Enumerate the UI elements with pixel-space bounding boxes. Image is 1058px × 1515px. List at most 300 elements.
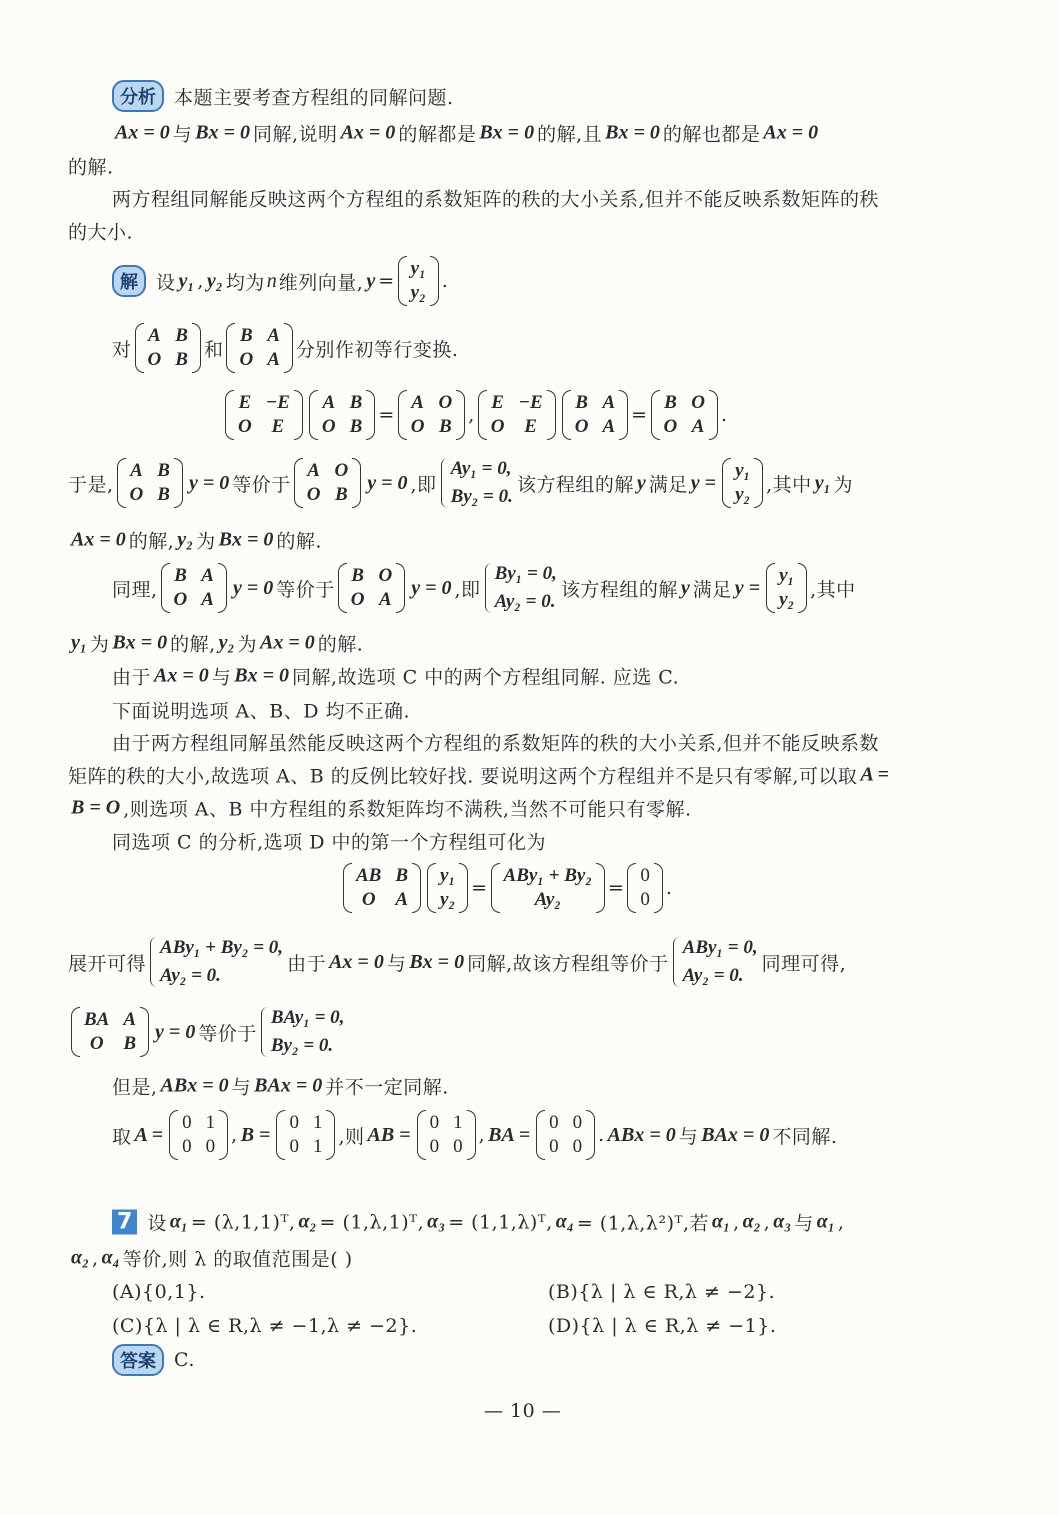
matrix — [766, 563, 807, 613]
matrix-cell: 0 — [453, 1136, 463, 1157]
matrix-body — [407, 256, 430, 306]
matrix-cell: A — [379, 589, 392, 610]
text-span: , — [197, 270, 204, 292]
text-span: . — [721, 404, 728, 426]
matrix-cell: O — [361, 889, 376, 910]
matrix-cell: B — [335, 484, 348, 505]
text-span: . — [441, 270, 449, 292]
text-span: 同解,说明 — [253, 123, 338, 146]
right-paren — [396, 563, 405, 613]
system-equation: Ay₂ = 0. — [494, 591, 556, 612]
text-span: 与 — [231, 1076, 252, 1099]
matrix-cell: Ay₂ — [534, 889, 561, 910]
math-expression: Bx = 0 — [409, 950, 465, 973]
math-expression: α₂ — [71, 1246, 90, 1269]
math-expression: y₁ — [814, 471, 831, 494]
math-expression: α₃ — [427, 1210, 446, 1233]
text-line-l13 — [112, 663, 679, 690]
math-expression: Ax = 0 — [260, 631, 315, 654]
left-paren — [117, 458, 126, 508]
text-span: 于是, — [68, 473, 114, 496]
system-equation: ABy₁ = 0, — [682, 937, 758, 958]
math-expression: y — [636, 471, 646, 494]
text-line-l25 — [68, 1245, 353, 1272]
text-line-l18 — [112, 828, 546, 855]
matrix-body — [285, 1110, 326, 1160]
text-span: ,即 — [410, 473, 437, 496]
matrix-cell: O — [334, 460, 349, 481]
matrix-cell: A — [201, 589, 214, 610]
math-expression: α₁ — [712, 1210, 731, 1233]
text-span: 矩阵的秩的大小,故选项 A、B 的反例比较好找. 要说明这两个方程组并不是只有零解,可以取 — [68, 765, 858, 788]
text-span: 下面说明选项 A、B、D 均不正确. — [112, 700, 411, 723]
text-line-optC — [112, 1315, 417, 1337]
matrix-cell: O — [173, 589, 188, 610]
left-paren — [478, 390, 487, 440]
matrix-cell: 0 — [182, 1112, 192, 1133]
matrix-cell: O — [438, 392, 453, 413]
math-expression: BAx = 0 — [701, 1123, 770, 1146]
matrix — [338, 563, 405, 613]
math-expression: B = O — [71, 796, 121, 819]
text-span: 由于两方程组同解虽然能反映这两个方程组的系数矩阵的秩的大小关系,但并不能反映系数 — [112, 732, 880, 755]
matrix-cell: O — [350, 589, 365, 610]
math-expression: α₁ — [169, 1210, 188, 1233]
text-line-l23 — [112, 1110, 837, 1160]
text-span: (C){λ | λ ∈ R,λ ≠ −1,λ ≠ −2}. — [112, 1315, 418, 1337]
matrix — [225, 390, 303, 440]
text-span: = (1,λ,λ²)ᵀ,若 — [576, 1212, 710, 1235]
matrix-cell: A — [267, 325, 280, 346]
text-span: 同解,故该方程组等价于 — [467, 952, 669, 975]
math-expression: y = 0 — [411, 576, 452, 599]
left-paren — [226, 323, 235, 373]
left-paren — [536, 1110, 545, 1160]
matrix-cell: O — [490, 416, 505, 437]
math-expression: ABx = 0 — [607, 1123, 676, 1146]
matrix — [478, 390, 556, 440]
matrix — [398, 390, 465, 440]
text-span: 等价,则 λ 的取值范围是( ) — [122, 1248, 353, 1271]
math-expression: y — [680, 576, 690, 599]
text-span: , — [92, 1247, 99, 1269]
text-line-l5 — [68, 218, 133, 245]
math-expression: Bx = 0 — [605, 121, 660, 144]
matrix — [276, 1110, 335, 1160]
text-span: 与 — [794, 1212, 814, 1235]
matrix-cell: A — [691, 416, 705, 437]
system-equation: BAy₁ = 0, — [270, 1007, 345, 1028]
section-badge: 分析 — [112, 80, 164, 112]
right-paren — [218, 563, 227, 613]
matrix-body — [347, 563, 396, 613]
left-brace — [441, 458, 448, 508]
left-paren — [627, 863, 636, 913]
matrix-cell: 0 — [549, 1112, 559, 1133]
matrix-body — [407, 390, 456, 440]
matrix — [226, 323, 292, 373]
text-line-l8 — [222, 390, 728, 440]
matrix — [343, 863, 421, 913]
right-paren — [366, 390, 375, 440]
text-span: = (λ,1,1)ᵀ, — [190, 1211, 296, 1233]
text-span: 的解也都是 — [662, 123, 761, 146]
math-expression: Bx = 0 — [479, 121, 535, 144]
text-line-l10 — [68, 527, 322, 554]
text-span: 与 — [172, 123, 193, 146]
text-span: — 10 — — [484, 1400, 562, 1422]
text-span: = — [378, 270, 395, 292]
text-line-l14 — [112, 697, 410, 724]
matrix-cell: A — [148, 325, 161, 346]
text-span: 等价于 — [276, 578, 335, 601]
matrix-cell: O — [129, 484, 144, 505]
matrix-body — [318, 390, 366, 440]
text-span: 但是, — [112, 1076, 158, 1099]
matrix-cell: y₁ — [410, 258, 426, 279]
text-line-l24 — [112, 1209, 844, 1236]
math-expression: Bx = 0 — [195, 121, 251, 144]
text-line-optD — [548, 1315, 776, 1337]
matrix-cell: B — [175, 325, 188, 346]
matrix — [398, 256, 439, 306]
matrix-body — [545, 1110, 586, 1160]
left-paren — [135, 323, 144, 373]
text-span: = — [631, 404, 648, 426]
text-span: (B){λ | λ ∈ R,λ ≠ −2}. — [548, 1281, 776, 1303]
math-expression: y₁ — [178, 269, 195, 292]
right-paren — [326, 1110, 335, 1160]
matrix-cell: E — [524, 416, 537, 437]
math-expression: A = — [860, 763, 890, 786]
text-span: 设 — [147, 1212, 167, 1235]
matrix-cell: y₁ — [735, 460, 751, 481]
math-expression: y = 0 — [367, 471, 408, 494]
matrix-cell: A — [201, 565, 214, 586]
matrix-cell: B — [575, 392, 588, 413]
matrix-body — [571, 390, 619, 440]
math-expression: α₂ — [298, 1210, 317, 1233]
text-span: 的解. — [68, 156, 114, 179]
text-span: 的解, — [170, 633, 216, 656]
matrix-cell: −E — [518, 392, 543, 413]
matrix-cell: 1 — [205, 1112, 216, 1133]
system-equation: Ay₂ = 0. — [682, 965, 744, 986]
left-paren — [766, 563, 775, 613]
matrix-cell: 0 — [572, 1136, 583, 1157]
math-expression: y = — [734, 576, 761, 599]
right-paren — [219, 1110, 228, 1160]
math-expression: α₄ — [101, 1246, 120, 1269]
text-line-l1 — [112, 80, 454, 112]
text-span: , — [468, 404, 475, 426]
matrix-cell: O — [239, 349, 254, 370]
left-paren — [417, 1110, 426, 1160]
system-equation: By₂ = 0. — [270, 1035, 334, 1056]
text-span: 的大小. — [68, 221, 134, 244]
matrix — [627, 863, 663, 913]
left-brace — [150, 937, 157, 987]
right-paren — [709, 390, 718, 440]
text-span: , — [837, 1211, 845, 1233]
text-line-l12 — [68, 630, 363, 657]
matrix — [491, 863, 605, 913]
matrix — [135, 323, 201, 373]
math-expression: y = 0 — [155, 1020, 196, 1043]
matrix-body — [144, 323, 192, 373]
text-span: 的解都是 — [398, 123, 477, 146]
text-span: 同理可得, — [761, 952, 847, 975]
matrix-cell: O — [89, 1033, 104, 1054]
left-paren — [161, 563, 170, 613]
right-paren — [174, 458, 183, 508]
matrix-cell: 0 — [182, 1136, 192, 1157]
matrix-cell: A — [130, 460, 143, 481]
left-paren — [338, 563, 347, 613]
text-span: 展开可得 — [68, 952, 147, 975]
text-line-l7 — [112, 323, 458, 373]
math-expression: y₂ — [206, 269, 223, 292]
matrix — [294, 458, 361, 508]
matrix-cell: B — [175, 349, 188, 370]
math-expression: Ax = 0 — [154, 664, 209, 687]
matrix-body — [775, 563, 798, 613]
text-span: . — [598, 1124, 605, 1146]
text-span: ,即 — [454, 578, 481, 601]
text-span: 设 — [156, 271, 176, 294]
text-span: 为 — [833, 473, 854, 496]
right-paren — [352, 458, 361, 508]
text-span: 的解, — [128, 530, 175, 553]
math-expression: y = 0 — [232, 576, 274, 599]
matrix-body — [487, 390, 547, 440]
system-rows — [160, 937, 283, 987]
equation-system — [150, 937, 283, 987]
text-line-optA — [112, 1281, 205, 1303]
text-span: 本题主要考查方程组的同解问题. — [174, 86, 454, 109]
equation-system — [485, 563, 557, 613]
left-brace — [673, 937, 680, 987]
math-expression: y — [366, 269, 376, 292]
text-line-l20 — [68, 937, 846, 987]
math-expression: α₃ — [773, 1210, 792, 1233]
matrix — [169, 1110, 228, 1160]
matrix-cell: A — [267, 349, 280, 370]
matrix-cell: −E — [265, 392, 290, 413]
math-expression: α₂ — [742, 1210, 761, 1233]
equation-system — [261, 1007, 345, 1057]
matrix-body — [235, 323, 283, 373]
matrix-cell: 0 — [572, 1112, 583, 1133]
equation-system — [441, 458, 513, 508]
text-span: , — [733, 1211, 740, 1233]
math-expression: y₂ — [218, 631, 235, 654]
math-expression: y = 0 — [188, 471, 230, 494]
text-line-ans — [112, 1344, 195, 1376]
text-span: . — [665, 877, 673, 899]
matrix-cell: E — [271, 416, 285, 437]
text-span: 该方程组的解 — [560, 578, 678, 601]
matrix-body — [352, 863, 412, 913]
left-paren — [398, 390, 407, 440]
matrix-cell: A — [123, 1009, 137, 1030]
matrix-cell: O — [321, 416, 336, 437]
right-paren — [547, 390, 556, 440]
right-paren — [586, 1110, 595, 1160]
math-expression: A = — [134, 1123, 164, 1146]
text-span: = — [608, 877, 625, 899]
text-span: 由于 — [287, 952, 327, 975]
text-span: 同解,故选项 C 中的两个方程组同解. 应选 C. — [292, 666, 680, 689]
math-expression: AB = — [367, 1123, 411, 1146]
matrix — [71, 1007, 149, 1057]
matrix-body — [234, 390, 294, 440]
left-paren — [276, 1110, 285, 1160]
matrix-cell: A — [395, 889, 409, 910]
matrix — [161, 563, 227, 613]
matrix-cell: A — [411, 392, 424, 413]
matrix-cell: B — [349, 392, 363, 413]
matrix-cell: O — [410, 416, 425, 437]
right-paren — [284, 323, 293, 373]
system-rows — [495, 563, 557, 613]
matrix-cell: ABy₁ + By₂ — [503, 865, 592, 886]
text-line-l16 — [68, 762, 892, 789]
text-span: 的解. — [276, 530, 322, 553]
text-span: (D){λ | λ ∈ R,λ ≠ −1}. — [548, 1315, 777, 1337]
left-paren — [343, 863, 352, 913]
math-expression: Bx = 0 — [234, 664, 290, 687]
left-paren — [225, 390, 234, 440]
math-expression: ABx = 0 — [160, 1074, 229, 1097]
matrix — [117, 458, 183, 508]
right-paren — [192, 323, 201, 373]
text-span: ,则 — [338, 1125, 365, 1148]
text-span: 维列向量, — [278, 271, 364, 294]
math-expression: Bx = 0 — [218, 528, 274, 551]
matrix-cell: 0 — [289, 1112, 299, 1133]
text-span: 分别作初等行变换. — [295, 338, 459, 361]
text-line-l3 — [68, 153, 114, 180]
right-paren — [294, 390, 303, 440]
right-paren — [459, 863, 468, 913]
text-span: 两方程组同解能反映这两个方程组的系数矩阵的秩的大小关系,但并不能反映系数矩阵的秩 — [112, 188, 880, 211]
text-span: 对 — [112, 338, 132, 361]
math-expression: Ax = 0 — [329, 950, 384, 973]
left-paren — [398, 256, 407, 306]
math-expression: Ax = 0 — [340, 121, 396, 144]
text-span: 不同解. — [772, 1125, 838, 1148]
matrix-cell: 0 — [640, 889, 650, 910]
matrix-cell: B — [239, 325, 253, 346]
math-variable: n — [266, 269, 277, 292]
left-paren — [309, 390, 318, 440]
matrix-cell: y₂ — [410, 282, 426, 303]
matrix-body — [500, 863, 596, 913]
system-equation: By₂ = 0. — [450, 486, 513, 507]
text-span: 满足 — [692, 578, 732, 601]
text-span: 由于 — [112, 666, 152, 689]
matrix-cell: A — [602, 416, 616, 437]
math-expression: B = — [240, 1123, 271, 1146]
math-expression: BAx = 0 — [254, 1074, 323, 1097]
matrix — [417, 1110, 476, 1160]
matrix-cell: A — [602, 392, 616, 413]
text-span: = — [471, 877, 488, 899]
text-span: = (1,λ,1)ᵀ, — [319, 1211, 425, 1233]
text-span: 为 — [196, 530, 216, 553]
text-line-l19 — [340, 863, 672, 913]
right-paren — [467, 1110, 476, 1160]
matrix-cell: O — [691, 392, 706, 413]
left-paren — [427, 863, 436, 913]
matrix-cell: 1 — [453, 1112, 463, 1133]
text-span: = (1,1,λ)ᵀ, — [448, 1211, 553, 1233]
matrix-body — [436, 863, 459, 913]
right-paren — [619, 390, 628, 440]
left-paren — [169, 1110, 178, 1160]
text-line-l11 — [112, 563, 856, 613]
text-span: 与 — [678, 1125, 699, 1148]
text-span: C. — [174, 1349, 195, 1371]
left-paren — [562, 390, 571, 440]
right-paren — [412, 863, 421, 913]
right-paren — [654, 863, 663, 913]
matrix-cell: 0 — [429, 1136, 440, 1157]
matrix-cell: y₂ — [779, 589, 795, 610]
left-paren — [722, 458, 731, 508]
matrix-cell: AB — [356, 865, 382, 886]
text-span: 与 — [386, 952, 407, 975]
text-span: 和 — [203, 338, 224, 361]
section-badge: 解 — [112, 265, 146, 297]
system-rows — [683, 937, 758, 987]
text-span: ,其中 — [766, 473, 812, 496]
matrix-body — [636, 863, 654, 913]
matrix-cell: B — [349, 416, 363, 437]
text-span: = — [378, 404, 395, 426]
equation-system — [673, 937, 758, 987]
text-span: , — [478, 1124, 486, 1146]
matrix-cell: O — [574, 416, 589, 437]
matrix-cell: 0 — [429, 1112, 440, 1133]
matrix-cell: E — [491, 392, 504, 413]
right-paren — [430, 256, 439, 306]
text-span: 并不一定同解. — [325, 1076, 449, 1099]
right-paren — [754, 458, 763, 508]
text-span: 同选项 C 的分析,选项 D 中的第一个方程组可化为 — [112, 831, 546, 854]
matrix-body — [660, 390, 709, 440]
text-span: , — [763, 1211, 771, 1233]
system-equation: Ay₁ = 0, — [450, 458, 512, 479]
math-expression: Bx = 0 — [112, 631, 168, 654]
text-span: 均为 — [225, 271, 265, 294]
text-line-l4 — [112, 185, 879, 212]
right-paren — [140, 1007, 149, 1057]
matrix-body — [178, 1110, 219, 1160]
matrix-cell: O — [238, 416, 252, 437]
matrix-cell: O — [147, 349, 162, 370]
matrix-cell: O — [378, 565, 393, 586]
matrix-cell: 0 — [205, 1136, 216, 1157]
math-expression: y₂ — [177, 528, 194, 551]
matrix-body — [80, 1007, 140, 1057]
right-paren — [798, 563, 807, 613]
matrix-cell: B — [123, 1033, 137, 1054]
matrix-cell: E — [238, 392, 252, 413]
text-line-l2 — [112, 120, 821, 147]
matrix-cell: BA — [84, 1009, 110, 1030]
